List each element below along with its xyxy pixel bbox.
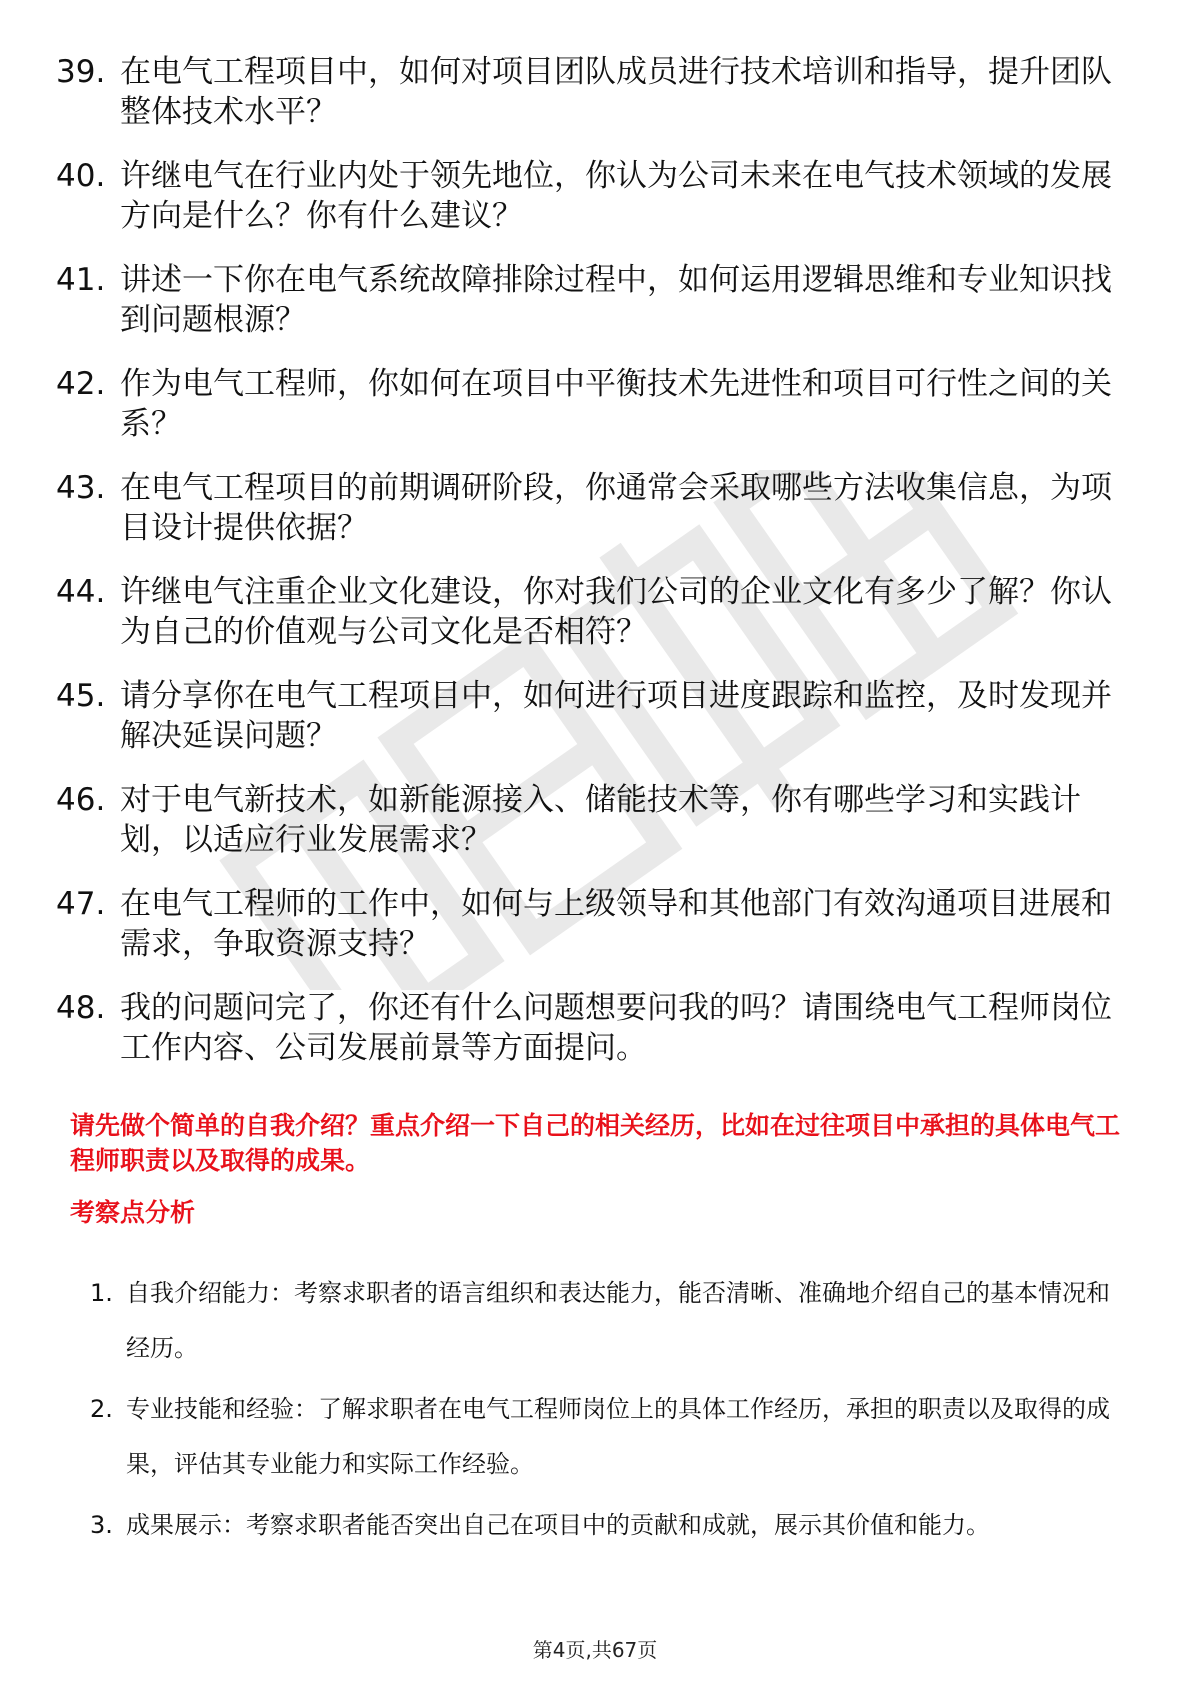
question-list [56, 52, 1136, 1092]
analysis-item [90, 1266, 1130, 1376]
question-number: 42. [56, 366, 106, 402]
page-footer: 第4页,共67页 [532, 1638, 658, 1662]
analysis-number: 1. [90, 1279, 113, 1307]
question-text: 对于电气新技术，如新能源接入、储能技术等，你有哪些学习和实践计划，以适应行业发展需求？ [120, 782, 1081, 858]
question-number: 40. [56, 158, 106, 194]
question-item [56, 260, 1136, 340]
question-text: 许继电气在行业内处于领先地位，你认为公司未来在电气技术领域的发展方向是什么？你有什么建议？ [120, 158, 1112, 234]
highlighted-question: 请先做个简单的自我介绍？重点介绍一下自己的相关经历，比如在过往项目中承担的具体电气工程师职责以及取得的成果。 [70, 1111, 1121, 1175]
question-text: 作为电气工程师，你如何在项目中平衡技术先进性和项目可行性之间的关系？ [120, 366, 1112, 442]
question-text: 请分享你在电气工程项目中，如何进行项目进度跟踪和监控，及时发现并解决延误问题？ [120, 678, 1112, 754]
analysis-title: 考察点分析 [70, 1198, 196, 1227]
analysis-text: 自我介绍能力：考察求职者的语言组织和表达能力，能否清晰、准确地介绍自己的基本情况和经历。 [126, 1279, 1110, 1362]
question-item [56, 780, 1136, 860]
analysis-number: 2. [90, 1395, 113, 1423]
question-text: 我的问题问完了，你还有什么问题想要问我的吗？请围绕电气工程师岗位工作内容、公司发展前景等方面提问。 [120, 990, 1112, 1066]
analysis-list [90, 1266, 1130, 1559]
analysis-text: 专业技能和经验：了解求职者在电气工程师岗位上的具体工作经历，承担的职责以及取得的成果，评估其专业能力和实际工作经验。 [126, 1395, 1110, 1478]
question-item [56, 676, 1136, 756]
question-text: 讲述一下你在电气系统故障排除过程中，如何运用逻辑思维和专业知识找到问题根源？ [120, 262, 1112, 338]
question-item [56, 884, 1136, 964]
question-text: 在电气工程项目的前期调研阶段，你通常会采取哪些方法收集信息，为项目设计提供依据？ [120, 470, 1112, 546]
question-number: 39. [56, 54, 106, 90]
question-number: 45. [56, 678, 106, 714]
question-text: 在电气工程师的工作中，如何与上级领导和其他部门有效沟通项目进展和需求，争取资源支持？ [120, 886, 1112, 962]
question-text: 在电气工程项目中，如何对项目团队成员进行技术培训和指导，提升团队整体技术水平？ [120, 54, 1112, 130]
analysis-text: 成果展示：考察求职者能否突出自己在项目中的贡献和成就，展示其价值和能力。 [126, 1511, 990, 1539]
question-number: 47. [56, 886, 106, 922]
question-text: 许继电气注重企业文化建设，你对我们公司的企业文化有多少了解？你认为自己的价值观与公司文化是否相符？ [120, 574, 1112, 650]
question-number: 44. [56, 574, 106, 610]
question-item [56, 364, 1136, 444]
question-item [56, 156, 1136, 236]
analysis-item [90, 1382, 1130, 1492]
question-item [56, 572, 1136, 652]
question-item [56, 468, 1136, 548]
question-number: 43. [56, 470, 106, 506]
question-number: 41. [56, 262, 106, 298]
question-number: 48. [56, 990, 106, 1026]
analysis-number: 3. [90, 1511, 113, 1539]
question-number: 46. [56, 782, 106, 818]
analysis-item [90, 1498, 1130, 1553]
question-item [56, 988, 1136, 1068]
question-item [56, 52, 1136, 132]
